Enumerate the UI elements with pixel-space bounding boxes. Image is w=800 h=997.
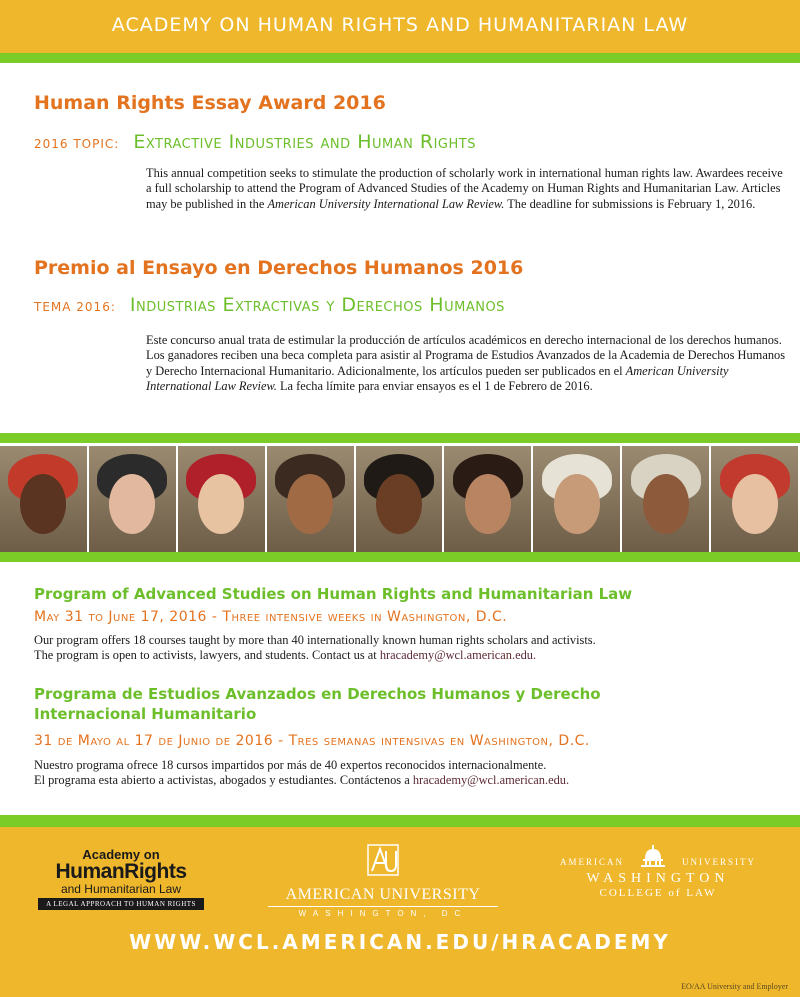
- green-divider-photos-top: [0, 433, 800, 443]
- portrait-face: [376, 474, 422, 534]
- eo-aa-note: EO/AA University and Employer: [681, 982, 788, 991]
- essay-award-title: Human Rights Essay Award 2016: [34, 92, 386, 114]
- footer-band: [0, 827, 800, 997]
- portrait-photo: [533, 446, 622, 552]
- portrait-photo: [356, 446, 445, 552]
- essay-topic-label: 2016 TOPIC:: [34, 137, 120, 151]
- program-description: Our program offers 18 courses taught by more than 40 internationally known human rights scholars and activists. The program is open to activists, lawyers, and students. Contact us at hracademy@wcl.american.edu.: [34, 633, 596, 663]
- header-band: [0, 0, 800, 53]
- au-crest-icon: [366, 843, 400, 877]
- portrait-face: [465, 474, 511, 534]
- program-email-link[interactable]: hracademy@wcl.american.edu.: [379, 648, 537, 663]
- premio-title: Premio al Ensayo en Derechos Humanos 2016: [34, 257, 524, 279]
- program-title: Program of Advanced Studies on Human Rights and Humanitarian Law: [34, 585, 633, 603]
- portrait-photo: [0, 446, 89, 552]
- portrait-photo: [267, 446, 356, 552]
- portrait-photo: [711, 446, 800, 552]
- american-university-logo: AMERICAN UNIVERSITY WASHINGTON, DC: [268, 843, 498, 918]
- portrait-face: [109, 474, 155, 534]
- green-divider-bottom: [0, 815, 800, 827]
- premio-topic-label: TEMA 2016:: [34, 300, 116, 314]
- portrait-photo-strip: [0, 446, 800, 552]
- premio-topic-row: [34, 294, 505, 316]
- portrait-face: [554, 474, 600, 534]
- premio-description: Este concurso anual trata de estimular la producción de artículos académicos en derecho internacional de los derechos humanos. Los ganadores reciben una beca completa para asistir al Programa de Estudios Avanzados de la Academia de Derechos Humanos y Derecho Internacional Humanitario. Adicionalmente, los artículos pueden ser publicados en el American University International Law Review. La fecha límite para enviar ensayos es el 1 de Febrero de 2016.: [146, 333, 786, 394]
- academy-logo: Academy on HumanRights and Humanitarian Law A LEGAL APPROACH TO HUMAN RIGHTS: [38, 847, 204, 909]
- essay-topic-row: [34, 131, 476, 153]
- programa-dates: 31 de Mayo al 17 de Junio de 2016 - Tres semanas intensivas en Washington, D.C.: [34, 733, 590, 749]
- portrait-photo: [178, 446, 267, 552]
- portrait-face: [643, 474, 689, 534]
- essay-topic: Extractive Industries and Human Rights: [133, 131, 476, 153]
- green-divider-photos-bottom: [0, 552, 800, 562]
- law-review-title-es: American University International Law Review.: [146, 363, 729, 394]
- programa-email-link[interactable]: hracademy@wcl.american.edu.: [412, 773, 570, 788]
- green-divider-top: [0, 53, 800, 63]
- portrait-photo: [444, 446, 533, 552]
- portrait-face: [732, 474, 778, 534]
- academy-website-link[interactable]: WWW.WCL.AMERICAN.EDU/HRACADEMY: [129, 930, 671, 954]
- programa-title: Programa de Estudios Avanzados en Derechos Humanos y Derecho Internacional Humanitario: [34, 685, 601, 723]
- portrait-face: [20, 474, 66, 534]
- capitol-dome-icon: [638, 845, 668, 867]
- wcl-logo: AMERICAN UNIVERSITY WASHINGTON COLLEGE of LAW: [560, 845, 756, 899]
- law-review-title: American University International Law Review.: [267, 196, 505, 211]
- portrait-face: [287, 474, 333, 534]
- portrait-photo: [89, 446, 178, 552]
- academy-title: ACADEMY ON HUMAN RIGHTS AND HUMANITARIAN LAW: [111, 14, 689, 36]
- portrait-photo: [622, 446, 711, 552]
- portrait-face: [198, 474, 244, 534]
- premio-topic: Industrias Extractivas y Derechos Humanos: [129, 294, 505, 316]
- programa-description: Nuestro programa ofrece 18 cursos impartidos por más de 40 expertos reconocidos internacionalmente. El programa esta abierto a activistas, abogados y estudiantes. Contáctenos a hracademy@wcl.american.edu.: [34, 758, 570, 788]
- essay-description: This annual competition seeks to stimulate the production of scholarly work in international human rights law. Awardees receive a full scholarship to attend the Program of Advanced Studies of the Academy on Human Rights and Humanitarian Law. Articles may be published in the American University International Law Review. The deadline for submissions is February 1, 2016.: [146, 166, 783, 211]
- program-dates: May 31 to June 17, 2016 - Three intensive weeks in Washington, D.C.: [34, 609, 508, 625]
